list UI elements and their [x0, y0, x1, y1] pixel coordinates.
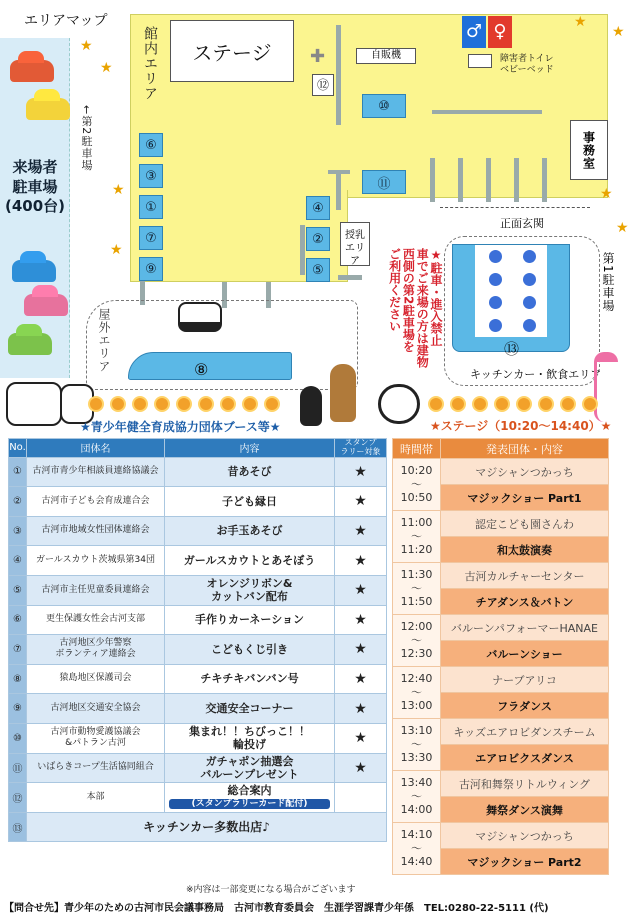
- row-content: チキチキバンバン号: [165, 664, 335, 694]
- row-number: ⑥: [9, 605, 27, 635]
- row-number: ⑩: [9, 723, 27, 753]
- kitchen-car-icon: [523, 296, 536, 309]
- slot-time-sep: ～: [411, 841, 422, 855]
- row-number: ⑧: [9, 664, 27, 694]
- slot-act: バルーンショー: [441, 641, 609, 667]
- booth-9: ⑨: [139, 257, 163, 281]
- booth-2: ②: [306, 227, 330, 251]
- star-icon: ★: [600, 186, 613, 202]
- booth-6: ⑥: [139, 133, 163, 157]
- slot-time-end: 14:40: [400, 855, 433, 869]
- wall: [430, 158, 435, 202]
- entrance-line: [440, 207, 590, 208]
- kitchen-area-label: キッチンカー・飲食エリア: [470, 368, 602, 381]
- star-icon: ★: [616, 220, 629, 236]
- slot-group: ナーブアリコ: [441, 667, 609, 693]
- slot-time-end: 10:50: [400, 491, 433, 505]
- star-icon: ★: [612, 24, 625, 40]
- col-group: 団体名: [27, 439, 165, 458]
- slot-act: 和太鼓演奏: [441, 537, 609, 563]
- row-number: ④: [9, 546, 27, 576]
- row-group: 古河市子ども会育成連合会: [27, 487, 165, 517]
- stage-slot: [393, 511, 609, 537]
- row-number: ③: [9, 516, 27, 546]
- slot-time-start: 11:00: [400, 515, 433, 529]
- row-content: お手玉あそび: [165, 516, 335, 546]
- booth-4: ④: [306, 196, 330, 220]
- kitchen-car-icon: [523, 273, 536, 286]
- row-stamp: ★: [335, 457, 387, 487]
- kitchen-car-icon: [489, 319, 502, 332]
- row-number: ②: [9, 487, 27, 517]
- row-content: [165, 783, 335, 813]
- star-icon: ★: [100, 60, 113, 76]
- slot-time-end: 13:30: [400, 751, 433, 765]
- row-group: 更生保護女性会古河支部: [27, 605, 165, 635]
- stage-slot: [393, 563, 609, 589]
- outdoor-area-label: 屋外エリア: [97, 308, 111, 373]
- slot-time-start: 11:30: [400, 567, 433, 581]
- slot-time-sep: ～: [411, 529, 422, 543]
- stage-table: [392, 438, 609, 875]
- row-stamp: ★: [335, 664, 387, 694]
- row-content: 子ども縁日: [165, 487, 335, 517]
- row-group: 古河市主任児童委員連絡会: [27, 575, 165, 605]
- kitchen-car-icon: [523, 319, 536, 332]
- slot-time: [393, 459, 441, 511]
- table-row: [9, 605, 387, 635]
- patrol-car-icon: [178, 302, 222, 332]
- row-stamp: ★: [335, 487, 387, 517]
- parking1-label: 第1駐車場: [601, 252, 615, 313]
- row-group: 本部: [27, 783, 165, 813]
- table-row: [9, 457, 387, 487]
- stage-slot: [393, 771, 609, 797]
- vending-machine: 自販機: [356, 48, 416, 64]
- slot-time-sep: ～: [411, 737, 422, 751]
- row-group: 猿島地区保護司会: [27, 664, 165, 694]
- row-group: いばらきコープ生活協同組合: [27, 753, 165, 783]
- booth-1: ①: [139, 195, 163, 219]
- col-act: 発表団体・内容: [441, 439, 609, 459]
- car-icon: [12, 260, 56, 282]
- table-row: [9, 635, 387, 665]
- wall: [432, 110, 542, 114]
- booth-5: ⑤: [306, 258, 330, 282]
- table-row: [9, 546, 387, 576]
- row-content: ガチャポン抽選会 バルーンプレゼント: [165, 753, 335, 783]
- booth-11: ⑪: [362, 170, 406, 194]
- slot-act: エアロビクスダンス: [441, 745, 609, 771]
- row-stamp: ★: [335, 546, 387, 576]
- row-content: 交通安全コーナー: [165, 694, 335, 724]
- table-row: [9, 575, 387, 605]
- table-row: [9, 723, 387, 753]
- row-group: 古河市地域女性団体連絡会: [27, 516, 165, 546]
- booth-table: [8, 438, 387, 842]
- booth-3: ③: [139, 164, 163, 188]
- slot-time-start: 13:40: [400, 775, 433, 789]
- slot-time: [393, 771, 441, 823]
- row-content: 集まれ！！ちびっこ！！ 輪投げ: [165, 723, 335, 753]
- slot-act: 舞祭ダンス演舞: [441, 797, 609, 823]
- slot-group: キッズエアロビダンスチーム: [441, 719, 609, 745]
- nursing-area: 授乳 エリア: [340, 222, 370, 266]
- slot-group: マジシャンつかっち: [441, 823, 609, 849]
- restroom-icon: ♂: [462, 16, 486, 48]
- row-stamp: ★: [335, 723, 387, 753]
- visitor-parking: [0, 38, 70, 378]
- plus-marker: ✚: [310, 46, 326, 67]
- table-row: [9, 694, 387, 724]
- slot-group: 古河カルチャーセンター: [441, 563, 609, 589]
- accessible-restroom: [468, 54, 492, 68]
- row-stamp: ★: [335, 605, 387, 635]
- wall: [336, 25, 341, 125]
- table-row: [9, 812, 387, 842]
- slot-time-sep: ～: [411, 685, 422, 699]
- row-content: 昔あそび: [165, 457, 335, 487]
- wall: [336, 170, 341, 210]
- booth-10: ⑩: [362, 94, 406, 118]
- cow-icon: [6, 382, 62, 426]
- table-row: [9, 753, 387, 783]
- map-title: エリアマップ: [24, 13, 108, 29]
- slot-time-start: 13:10: [400, 723, 433, 737]
- slot-time-end: 11:50: [400, 595, 433, 609]
- slot-act: チアダンス＆バトン: [441, 589, 609, 615]
- wall: [300, 225, 305, 275]
- row-number: ⑪: [9, 753, 27, 783]
- col-time: 時間帯: [393, 439, 441, 459]
- booth-7: ⑦: [139, 226, 163, 250]
- booth-13: ⑬: [504, 340, 520, 358]
- slot-time-start: 12:00: [400, 619, 433, 633]
- row-group: 古河市動物愛護協議会 &パトラン古河: [27, 723, 165, 753]
- row-stamp: [335, 783, 387, 813]
- slot-time-sep: ～: [411, 633, 422, 647]
- slot-time: [393, 719, 441, 771]
- stage-slot: [393, 667, 609, 693]
- stage-slot: [393, 615, 609, 641]
- slot-act: マジックショー Part2: [441, 849, 609, 875]
- slot-time-end: 13:00: [400, 699, 433, 713]
- booth-8: ⑧: [194, 360, 209, 379]
- row-group: ガールスカウト茨城県第34団: [27, 546, 165, 576]
- row-number: ⑤: [9, 575, 27, 605]
- dog-icon: [330, 364, 356, 422]
- star-icon: ★: [574, 14, 587, 30]
- kitchen-car-icon: [489, 273, 502, 286]
- footer-contact: 【問合せ先】青少年のための古河市民会議事務局 古河市教育委員会 生涯学習課青少年係 TEL:0280-22-5111 (代): [4, 903, 549, 914]
- booth-12: ⑫: [312, 74, 334, 96]
- star-icon: ★: [112, 182, 125, 198]
- parking-label: 来場者 駐車場 (400台): [4, 158, 66, 215]
- slot-time: [393, 667, 441, 719]
- slot-act: フラダンス: [441, 693, 609, 719]
- stage-table-caption: ★ステージ（10:20～14:40）★: [430, 419, 612, 433]
- row-number: ⑫: [9, 783, 27, 813]
- row-content: 手作りカーネーション: [165, 605, 335, 635]
- wall: [458, 158, 463, 202]
- row-group: 古河地区少年警察 ボランティア連絡会: [27, 635, 165, 665]
- row-content: オレンジリボン& カットバン配布: [165, 575, 335, 605]
- row-stamp: ★: [335, 516, 387, 546]
- star-icon: ★: [110, 242, 123, 258]
- col-no: No.: [9, 439, 27, 458]
- wall: [328, 170, 350, 174]
- slot-time-start: 12:40: [400, 671, 433, 685]
- row-content-sub: (スタンプラリーカード配付): [169, 799, 330, 810]
- notice-text: ★駐車・進入禁止 車でご来場の方は建物 西側の第2駐車場を ご利用ください: [387, 248, 443, 368]
- table-row: [9, 664, 387, 694]
- kitchen-car-icon: [489, 250, 502, 263]
- row-stamp: ★: [335, 635, 387, 665]
- table-row: [9, 783, 387, 813]
- stage-block: ステージ: [170, 20, 294, 82]
- row-content: ガールスカウトとあそぼう: [165, 546, 335, 576]
- row-stamp: ★: [335, 753, 387, 783]
- office-label: 事務室: [581, 130, 596, 170]
- kitchen-block: [452, 244, 570, 352]
- wall: [338, 275, 362, 280]
- col-content: 内容: [165, 439, 335, 458]
- area-map: [0, 0, 635, 420]
- stage-slot: [393, 719, 609, 745]
- parking2-label: ←第2駐車場: [80, 105, 93, 172]
- flower-strip: [90, 398, 610, 412]
- car-icon: [8, 333, 52, 355]
- car-icon: [24, 294, 68, 316]
- row-stamp: ★: [335, 575, 387, 605]
- booth-8-area: [128, 352, 292, 380]
- slot-group: 古河和舞祭リトルウィング: [441, 771, 609, 797]
- kitchen-car-icon: [523, 250, 536, 263]
- slot-group: マジシャンつかっち: [441, 459, 609, 485]
- slot-time: [393, 511, 441, 563]
- slot-group: バルーンパフォーマーHANAE: [441, 615, 609, 641]
- restroom-icon: ♀: [488, 16, 512, 48]
- slot-time: [393, 615, 441, 667]
- office-block: [570, 120, 608, 180]
- wall: [514, 158, 519, 202]
- restroom-label: 障害者トイレ ベビーベッド: [500, 54, 554, 75]
- slot-time-sep: ～: [411, 581, 422, 595]
- car-icon: [10, 60, 54, 82]
- wall: [542, 158, 547, 202]
- row-group: 古河地区交通安全協会: [27, 694, 165, 724]
- slot-time-end: 14:00: [400, 803, 433, 817]
- slot-time-start: 10:20: [400, 463, 433, 477]
- stage-slot: [393, 459, 609, 485]
- table-row: [9, 487, 387, 517]
- star-icon: ★: [80, 38, 93, 54]
- table-row: [9, 516, 387, 546]
- row-group: 古河市青少年相談員連絡協議会: [27, 457, 165, 487]
- hall-area-label: 館内エリア: [142, 26, 158, 101]
- row-content-main: 総合案内: [227, 784, 272, 798]
- stage-slot: [393, 823, 609, 849]
- slot-time: [393, 563, 441, 615]
- row-content: キッチンカー多数出店♪: [27, 812, 387, 842]
- slot-time-sep: ～: [411, 477, 422, 491]
- row-number: ⑬: [9, 812, 27, 842]
- row-stamp: ★: [335, 694, 387, 724]
- row-number: ⑨: [9, 694, 27, 724]
- slot-time-sep: ～: [411, 789, 422, 803]
- car-icon: [26, 98, 70, 120]
- slot-time: [393, 823, 441, 875]
- kitchen-car-icon: [489, 296, 502, 309]
- table-note: ※内容は一部変更になる場合がございます: [186, 885, 356, 895]
- slot-time-end: 11:20: [400, 543, 433, 557]
- slot-time-end: 12:30: [400, 647, 433, 661]
- row-content: こどもくじ引き: [165, 635, 335, 665]
- booth-table-caption: ★青少年健全育成協力団体ブース等★: [80, 420, 281, 434]
- slot-group: 認定こども園さんわ: [441, 511, 609, 537]
- row-number: ①: [9, 457, 27, 487]
- slot-act: マジックショー Part1: [441, 485, 609, 511]
- entrance-label: 正面玄関: [500, 217, 544, 230]
- row-number: ⑦: [9, 635, 27, 665]
- slot-time-start: 14:10: [400, 827, 433, 841]
- wall: [486, 158, 491, 202]
- col-stamp: スタンプ ラリー対象: [335, 439, 387, 458]
